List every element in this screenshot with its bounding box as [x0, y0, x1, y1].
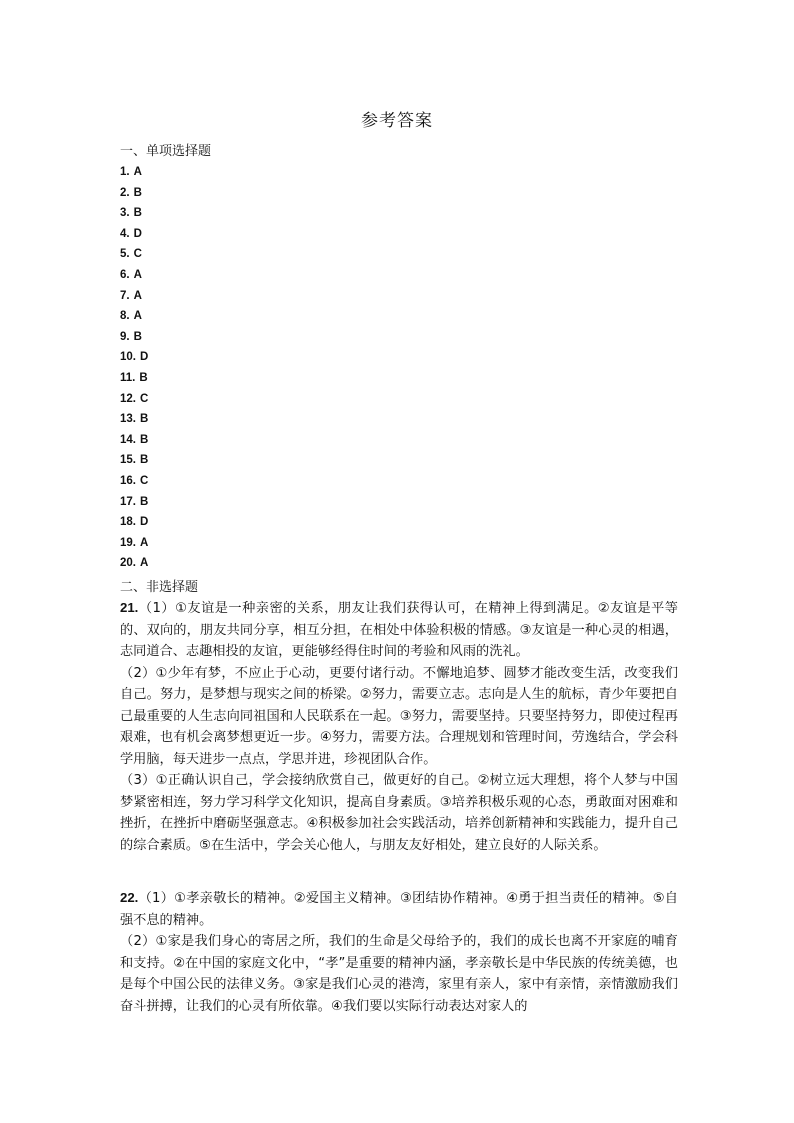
- answer-item: 10. D: [120, 351, 149, 364]
- answer-item: 15. B: [120, 454, 149, 467]
- question-22-answer: [120, 887, 678, 1017]
- choice-answer-list: [120, 162, 148, 574]
- answer-item: 11. B: [120, 371, 148, 384]
- answer-item: 6. A: [120, 268, 142, 281]
- answer-item: 20. A: [120, 557, 149, 570]
- answer-item: 4. D: [120, 227, 142, 240]
- answer-item: 13. B: [120, 413, 149, 426]
- page-title: 参考答案: [361, 111, 433, 131]
- section-heading-choice: 一、单项选择题: [120, 144, 212, 159]
- q21-part-3: （3）①正确认识自己，学会接纳欣赏自己，做更好的自己。②树立远大理想，将个人梦与中国梦紧密相连，努力学习科学文化知识，提高自身素质。③培养积极乐观的心态，勇敢面对困难和挫折，在挫折中磨砺坚强意志。④积极参加社会实践活动，培养创新精神和实践能力，提升自己的综合素质。⑤在生活中，学会关心他人，与朋友友好相处，建立良好的人际关系。: [120, 773, 678, 853]
- q22-part-1: 22.（1）①孝亲敬长的精神。②爱国主义精神。③团结协作精神。④勇于担当责任的精神。⑤自强不息的精神。: [120, 890, 678, 928]
- q22-part-2: （2）①家是我们身心的寄居之所，我们的生命是父母给予的，我们的成长也离不开家庭的哺育和支持。②在中国的家庭文化中，“孝”是重要的精神内涵，孝亲敬长是中华民族的传统美德，也是每个中国公民的法律义务。③家是我们心灵的港湾，家里有亲人，家中有亲情，亲情激励我们奋斗拼搏，让我们的心灵有所依靠。④我们要以实际行动表达对家人的: [120, 934, 678, 1014]
- answer-item: 5. C: [120, 248, 142, 261]
- q21-part-1: 21.（1）①友谊是一种亲密的关系，朋友让我们获得认可，在精神上得到满足。②友谊是平等的、双向的，朋友共同分享，相互分担，在相处中体验积极的情感。③友谊是一种心灵的相遇，志同道合、志趣相投的友谊，更能够经得住时间的考验和风雨的洗礼。: [120, 600, 678, 659]
- answer-item: 17. B: [120, 495, 149, 508]
- answer-item: 14. B: [120, 433, 149, 446]
- answer-item: 19. A: [120, 536, 149, 549]
- section-heading-essay: 二、非选择题: [120, 580, 199, 595]
- answer-item: 7. A: [120, 289, 142, 302]
- answer-item: 16. C: [120, 474, 149, 487]
- answer-item: 18. D: [120, 516, 149, 529]
- answer-item: 8. A: [120, 310, 142, 323]
- q21-part-2: （2）①少年有梦，不应止于心动，更要付诸行动。不懈地追梦、圆梦才能改变生活，改变我们自己。努力，是梦想与现实之间的桥梁。②努力，需要立志。志向是人生的航标，青少年要把自己最重要的人生志向同祖国和人民联系在一起。③努力，需要坚持。只要坚持努力，即使过程再艰难，也有机会离梦想更近一步。④努力，需要方法。合理规划和管理时间，劳逸结合，学会科学用脑，每天进步一点点，学思并进，珍视团队合作。: [120, 665, 678, 767]
- question-21-answer: [120, 597, 678, 856]
- answer-item: 2. B: [120, 186, 142, 199]
- answer-item: 12. C: [120, 392, 149, 405]
- answer-item: 9. B: [120, 330, 142, 343]
- answer-item: 1. A: [120, 166, 142, 178]
- answer-item: 3. B: [120, 207, 142, 220]
